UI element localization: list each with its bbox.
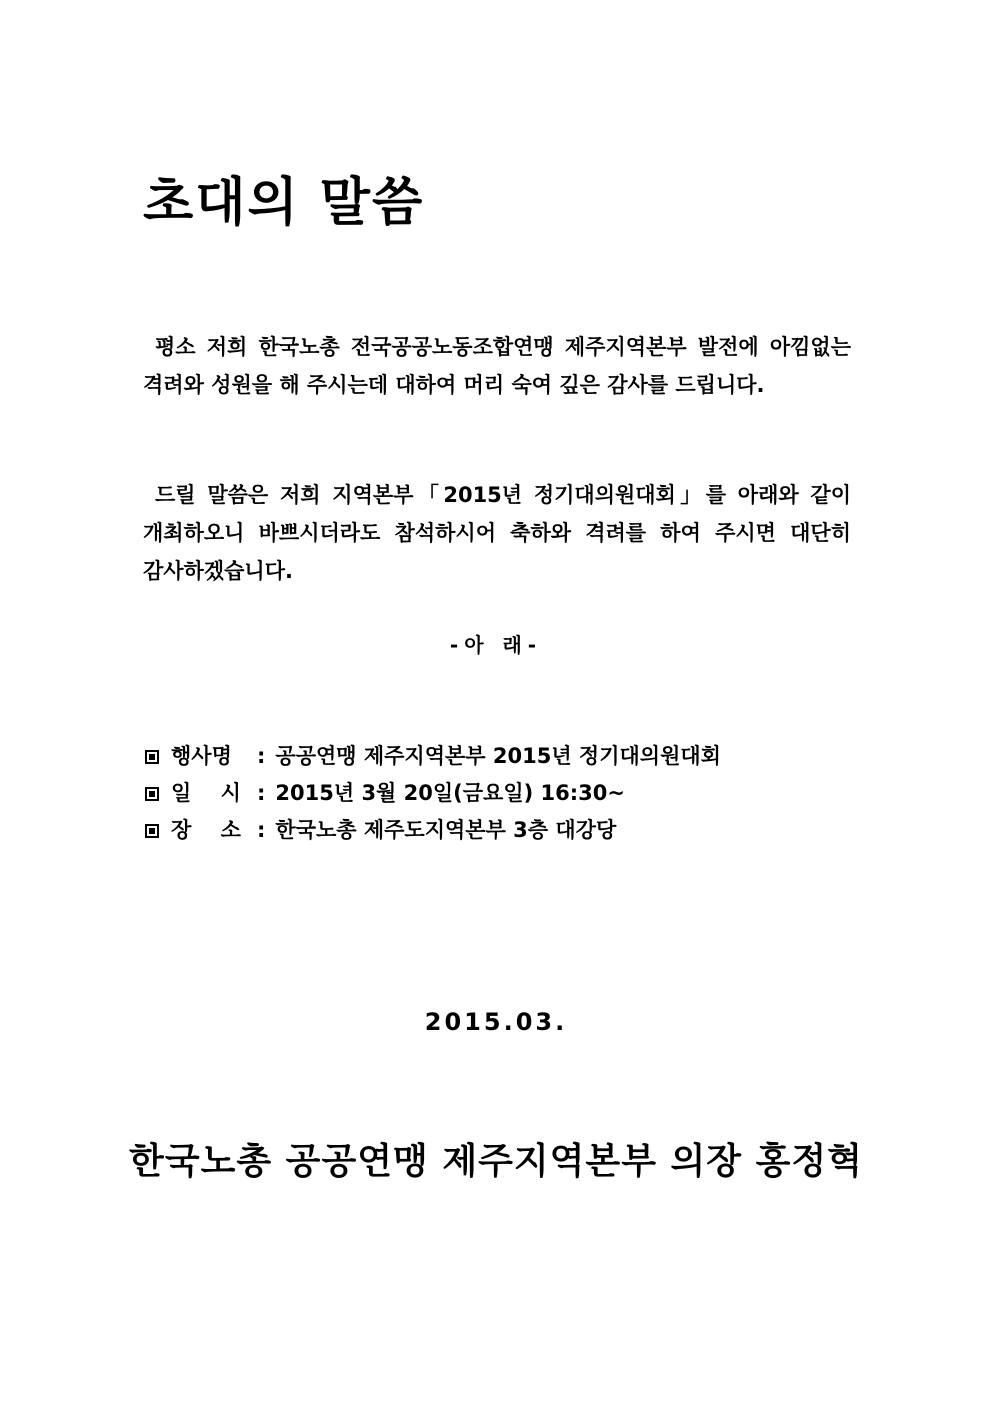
square-bullet-icon xyxy=(145,824,159,838)
document-date: 2015.03. xyxy=(424,1008,568,1036)
event-datetime-item xyxy=(143,775,863,812)
event-details-list xyxy=(143,738,863,849)
detail-label: 장 소 xyxy=(171,818,241,842)
document-title: 초대의 말씀 xyxy=(143,173,425,233)
square-bullet-icon xyxy=(145,787,159,801)
detail-value: 공공연맹 제주지역본부 2015년 정기대의원대회 xyxy=(275,744,721,768)
greeting-paragraph: 평소 저희 한국노총 전국공공노동조합연맹 제주지역본부 발전에 아낌없는 격려와 성원을 해 주시는데 대하여 머리 숙여 깊은 감사를 드립니다. xyxy=(143,335,851,397)
detail-label: 행사명 xyxy=(171,744,232,768)
detail-value: 한국노총 제주도지역본부 3층 대강당 xyxy=(275,818,617,842)
detail-colon: : xyxy=(257,781,266,805)
signature-line: 한국노총 공공연맹 제주지역본부 의장 홍정혁 xyxy=(129,1141,863,1182)
event-venue-item xyxy=(143,812,863,849)
detail-label: 일 시 xyxy=(171,781,241,805)
detail-colon: : xyxy=(257,744,266,768)
notice-heading: -아 래- xyxy=(449,633,543,657)
invitation-paragraph: 드릴 말씀은 저희 지역본부「2015년 정기대의원대회」를 아래와 같이 개최하오니 바쁘시더라도 참석하시어 축하와 격려를 하여 주시면 대단히 감사하겠습니다. xyxy=(143,483,851,583)
detail-value: 2015년 3월 20일(금요일) 16:30~ xyxy=(275,781,625,805)
square-bullet-icon xyxy=(145,750,159,764)
event-name-item xyxy=(143,738,863,775)
detail-colon: : xyxy=(257,818,266,842)
